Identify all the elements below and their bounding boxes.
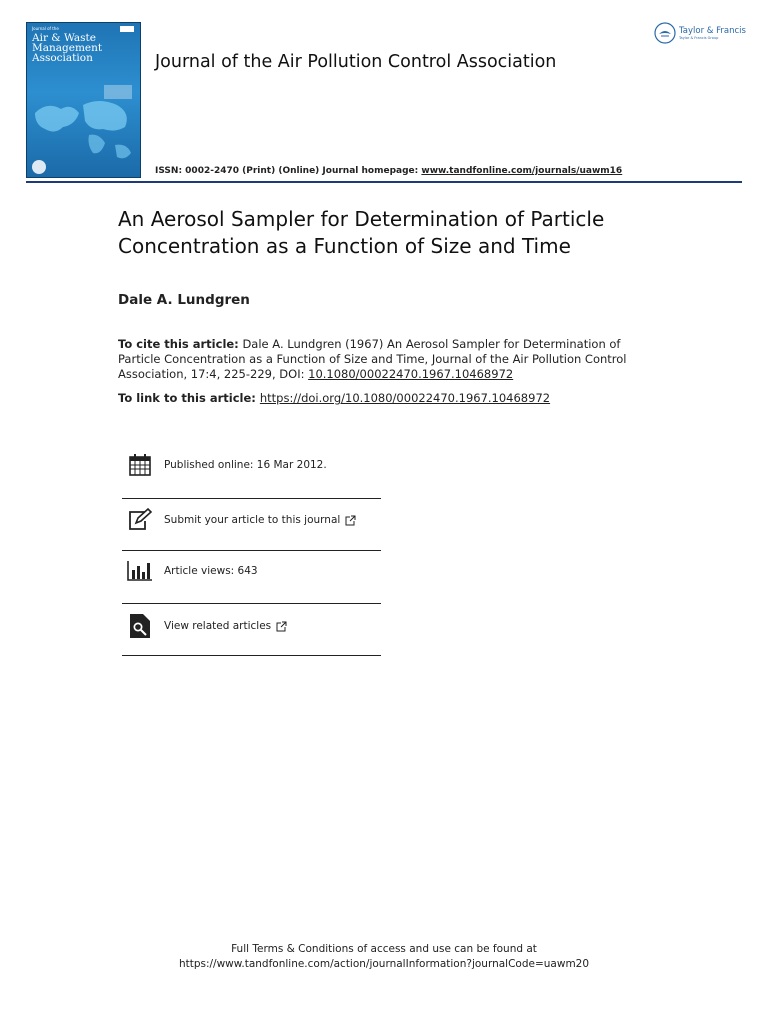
link-label: To link to this article: (118, 391, 260, 405)
cover-tag (120, 26, 134, 32)
views-row (122, 557, 381, 585)
cite-doi-link[interactable]: 10.1080/00022470.1967.10468972 (308, 367, 514, 381)
related-row[interactable] (122, 612, 381, 640)
cover-title-line3: Association (32, 52, 93, 64)
footer-terms-link[interactable]: https://www.tandfonline.com/action/journalInformation?journalCode=uawm20 (178, 958, 590, 970)
citation-block (118, 337, 658, 382)
footer (0, 942, 768, 972)
related-articles-link[interactable]: View related articles (164, 620, 272, 632)
taylor-francis-icon (654, 22, 676, 44)
cite-label: To cite this article: (118, 337, 239, 351)
world-map-icon (27, 83, 140, 177)
journal-cover (26, 22, 141, 178)
submit-article-link[interactable]: Submit your article to this journal (164, 514, 341, 526)
published-row (122, 451, 381, 479)
publisher-logo[interactable] (654, 22, 746, 44)
meta-divider (122, 603, 381, 604)
article-author: Dale A. Lundgren (118, 292, 250, 308)
header-divider (26, 181, 742, 183)
calendar-icon (126, 451, 154, 479)
submit-row[interactable] (122, 506, 381, 534)
journal-title: Journal of the Air Pollution Control Association (155, 52, 557, 72)
cover-title-line1: Air & Waste (32, 32, 96, 44)
cover-title (32, 33, 102, 63)
cover-small-text: Journal of the (32, 26, 59, 31)
article-title: An Aerosol Sampler for Determination of Particle Concentration as a Function of Size and Time (118, 207, 605, 258)
cite-text: Dale A. Lundgren (1967) An Aerosol Sampler for Determination of Particle Concentration as a Function of Size and Time, Journal of the Air Pollution Control Association, 17:4, 225-229, DOI: (118, 337, 627, 381)
footer-terms-text: Full Terms & Conditions of access and use can be found at (231, 943, 537, 955)
article-doi-link[interactable]: https://doi.org/10.1080/00022470.1967.10468972 (259, 391, 551, 405)
publisher-group: Taylor & Francis Group (679, 35, 719, 40)
document-search-icon (126, 612, 154, 640)
issn-text: ISSN: 0002-2470 (Print) (Online) Journal homepage: (155, 166, 422, 176)
external-link-icon (276, 621, 287, 632)
edit-icon (126, 506, 154, 534)
link-block (118, 391, 550, 405)
bar-chart-icon (126, 557, 154, 585)
cover-title-line2: Management (32, 42, 103, 54)
meta-divider (122, 655, 381, 656)
external-link-icon (345, 515, 356, 526)
meta-divider (122, 498, 381, 499)
issn-line (155, 166, 622, 176)
article-views-text: Article views: 643 (164, 565, 258, 577)
publisher-name: Taylor & Francis (679, 25, 746, 36)
meta-divider (122, 550, 381, 551)
published-text: Published online: 16 Mar 2012. (164, 459, 327, 471)
journal-homepage-link[interactable]: www.tandfonline.com/journals/uawm16 (421, 166, 623, 176)
